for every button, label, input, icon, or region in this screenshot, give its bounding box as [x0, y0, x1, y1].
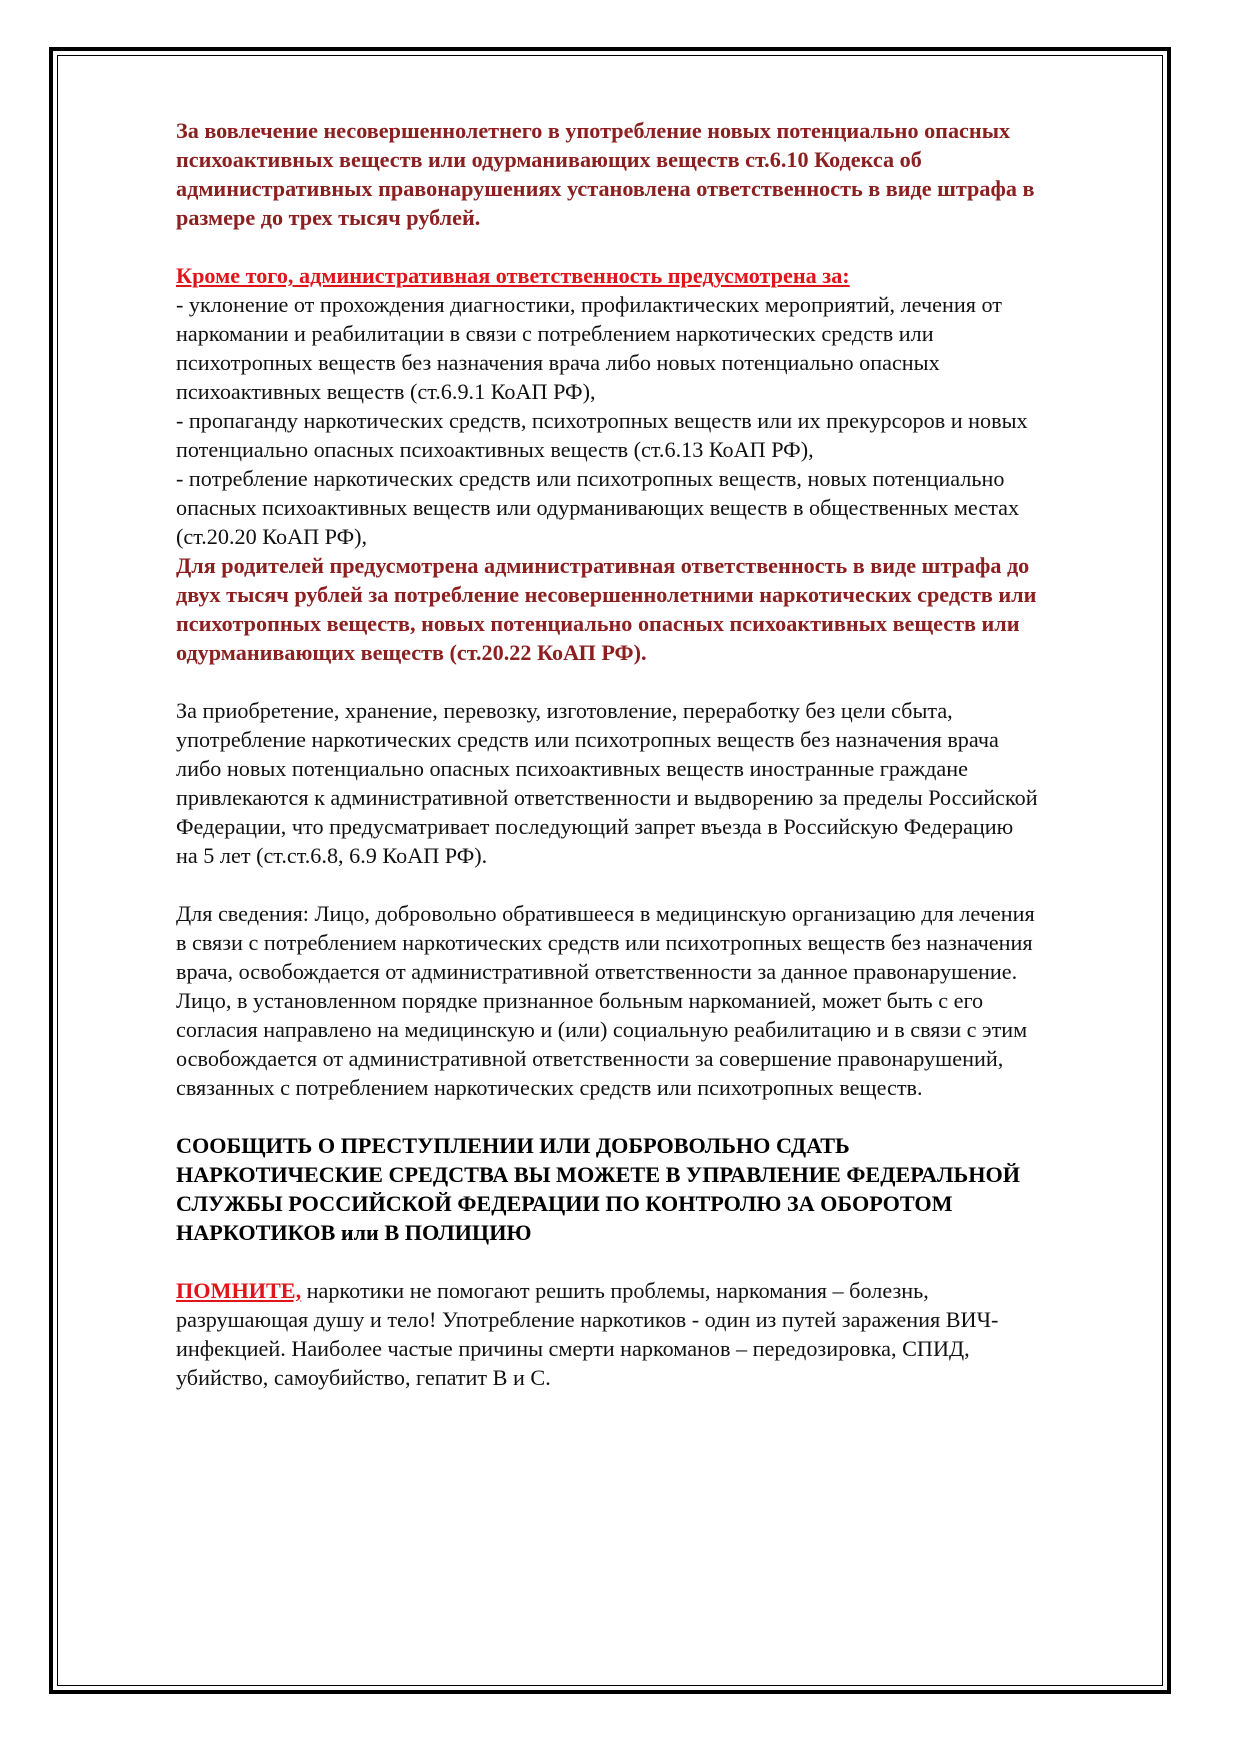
- text-line: согласия направлено на медицинскую и (или) социальную реабилитацию и в связи с этим: [176, 1017, 1028, 1042]
- paragraph-report-crime: [176, 1131, 1136, 1247]
- paragraph-remember: [176, 1276, 1136, 1392]
- paragraph-minors-involvement: [176, 116, 1136, 232]
- text-line: За вовлечение несовершеннолетнего в употребление новых потенциально опасных: [176, 118, 1011, 143]
- text-line: двух тысяч рублей за потребление несовершеннолетними наркотических средств или: [176, 582, 1037, 607]
- text-line: психоактивных веществ или одурманивающих веществ ст.6.10 Кодекса об: [176, 147, 922, 172]
- text-line: Для родителей предусмотрена административная ответственность в виде штрафа до: [176, 553, 1030, 578]
- text-line: За приобретение, хранение, перевозку, изготовление, переработку без цели сбыта,: [176, 698, 953, 723]
- text-line: врача, освобождается от административной ответственности за данное правонарушение.: [176, 959, 1018, 984]
- text-line: (ст.20.20 КоАП РФ),: [176, 524, 368, 549]
- text-line: потенциально опасных психоактивных веществ (ст.6.13 КоАП РФ),: [176, 437, 814, 462]
- text-line: - уклонение от прохождения диагностики, профилактических мероприятий, лечения от: [176, 292, 1002, 317]
- text-line: привлекаются к административной ответственности и выдворению за пределы Российской: [176, 785, 1038, 810]
- text-line: [176, 1276, 1136, 1305]
- text-line: НАРКОТИЧЕСКИЕ СРЕДСТВА ВЫ МОЖЕТЕ В УПРАВЛЕНИЕ ФЕДЕРАЛЬНОЙ: [176, 1162, 1020, 1187]
- text-line: СООБЩИТЬ О ПРЕСТУПЛЕНИИ ИЛИ ДОБРОВОЛЬНО СДАТЬ: [176, 1133, 850, 1158]
- text-line: СЛУЖБЫ РОССИЙСКОЙ ФЕДЕРАЦИИ ПО КОНТРОЛЮ ЗА ОБОРОТОМ: [176, 1191, 953, 1216]
- text-line: размере до трех тысяч рублей.: [176, 205, 481, 230]
- document-content: [176, 116, 1136, 1392]
- text-line: инфекцией. Наиболее частые причины смерти наркоманов – передозировка, СПИД,: [176, 1336, 970, 1361]
- text-line: либо новых потенциально опасных психоактивных веществ иностранные граждане: [176, 756, 968, 781]
- text-line: в связи с потреблением наркотических средств или психотропных веществ без назначения: [176, 930, 1033, 955]
- text-line: психотропных веществ, новых потенциально опасных психоактивных веществ или: [176, 611, 1020, 636]
- text-line: связанных с потреблением наркотических средств или психотропных веществ.: [176, 1075, 923, 1100]
- text-line: Федерации, что предусматривает последующий запрет въезда в Российскую Федерацию: [176, 814, 1014, 839]
- text-line: опасных психоактивных веществ или одурманивающих веществ в общественных местах: [176, 495, 1020, 520]
- paragraph-foreigners: [176, 696, 1136, 870]
- paragraph-for-information: [176, 899, 1136, 1102]
- text-line: на 5 лет (ст.ст.6.8, 6.9 КоАП РФ).: [176, 843, 488, 868]
- text-fragment: наркотики не помогают решить проблемы, наркомания – болезнь,: [301, 1278, 929, 1303]
- text-line: административных правонарушениях установлена ответственность в виде штрафа в: [176, 176, 1035, 201]
- text-line: освобождается от административной ответственности за совершение правонарушений,: [176, 1046, 1004, 1071]
- text-line: наркомании и реабилитации в связи с потреблением наркотических средств или: [176, 321, 934, 346]
- text-line: - пропаганду наркотических средств, психотропных веществ или их прекурсоров и новых: [176, 408, 1028, 433]
- text-line: разрушающая душу и тело! Употребление наркотиков - один из путей заражения ВИЧ-: [176, 1307, 999, 1332]
- paragraph-admin-liability: [176, 261, 1136, 667]
- text-line: убийство, самоубийство, гепатит В и С.: [176, 1365, 551, 1390]
- text-line: - потребление наркотических средств или психотропных веществ, новых потенциально: [176, 466, 1005, 491]
- text-line: НАРКОТИКОВ или В ПОЛИЦИЮ: [176, 1220, 532, 1245]
- text-line: психоактивных веществ (ст.6.9.1 КоАП РФ),: [176, 379, 596, 404]
- text-line: Для сведения: Лицо, добровольно обратившееся в медицинскую организацию для лечения: [176, 901, 1035, 926]
- text-line: употребление наркотических средств или психотропных веществ без назначения врача: [176, 727, 999, 752]
- remember-heading: ПОМНИТЕ,: [176, 1278, 302, 1303]
- text-line: психотропных веществ без назначения врача либо новых потенциально опасных: [176, 350, 940, 375]
- section-heading: Кроме того, административная ответственность предусмотрена за:: [176, 263, 850, 288]
- text-line: Лицо, в установленном порядке признанное больным наркоманией, может быть с его: [176, 988, 984, 1013]
- text-line: одурманивающих веществ (ст.20.22 КоАП РФ).: [176, 640, 647, 665]
